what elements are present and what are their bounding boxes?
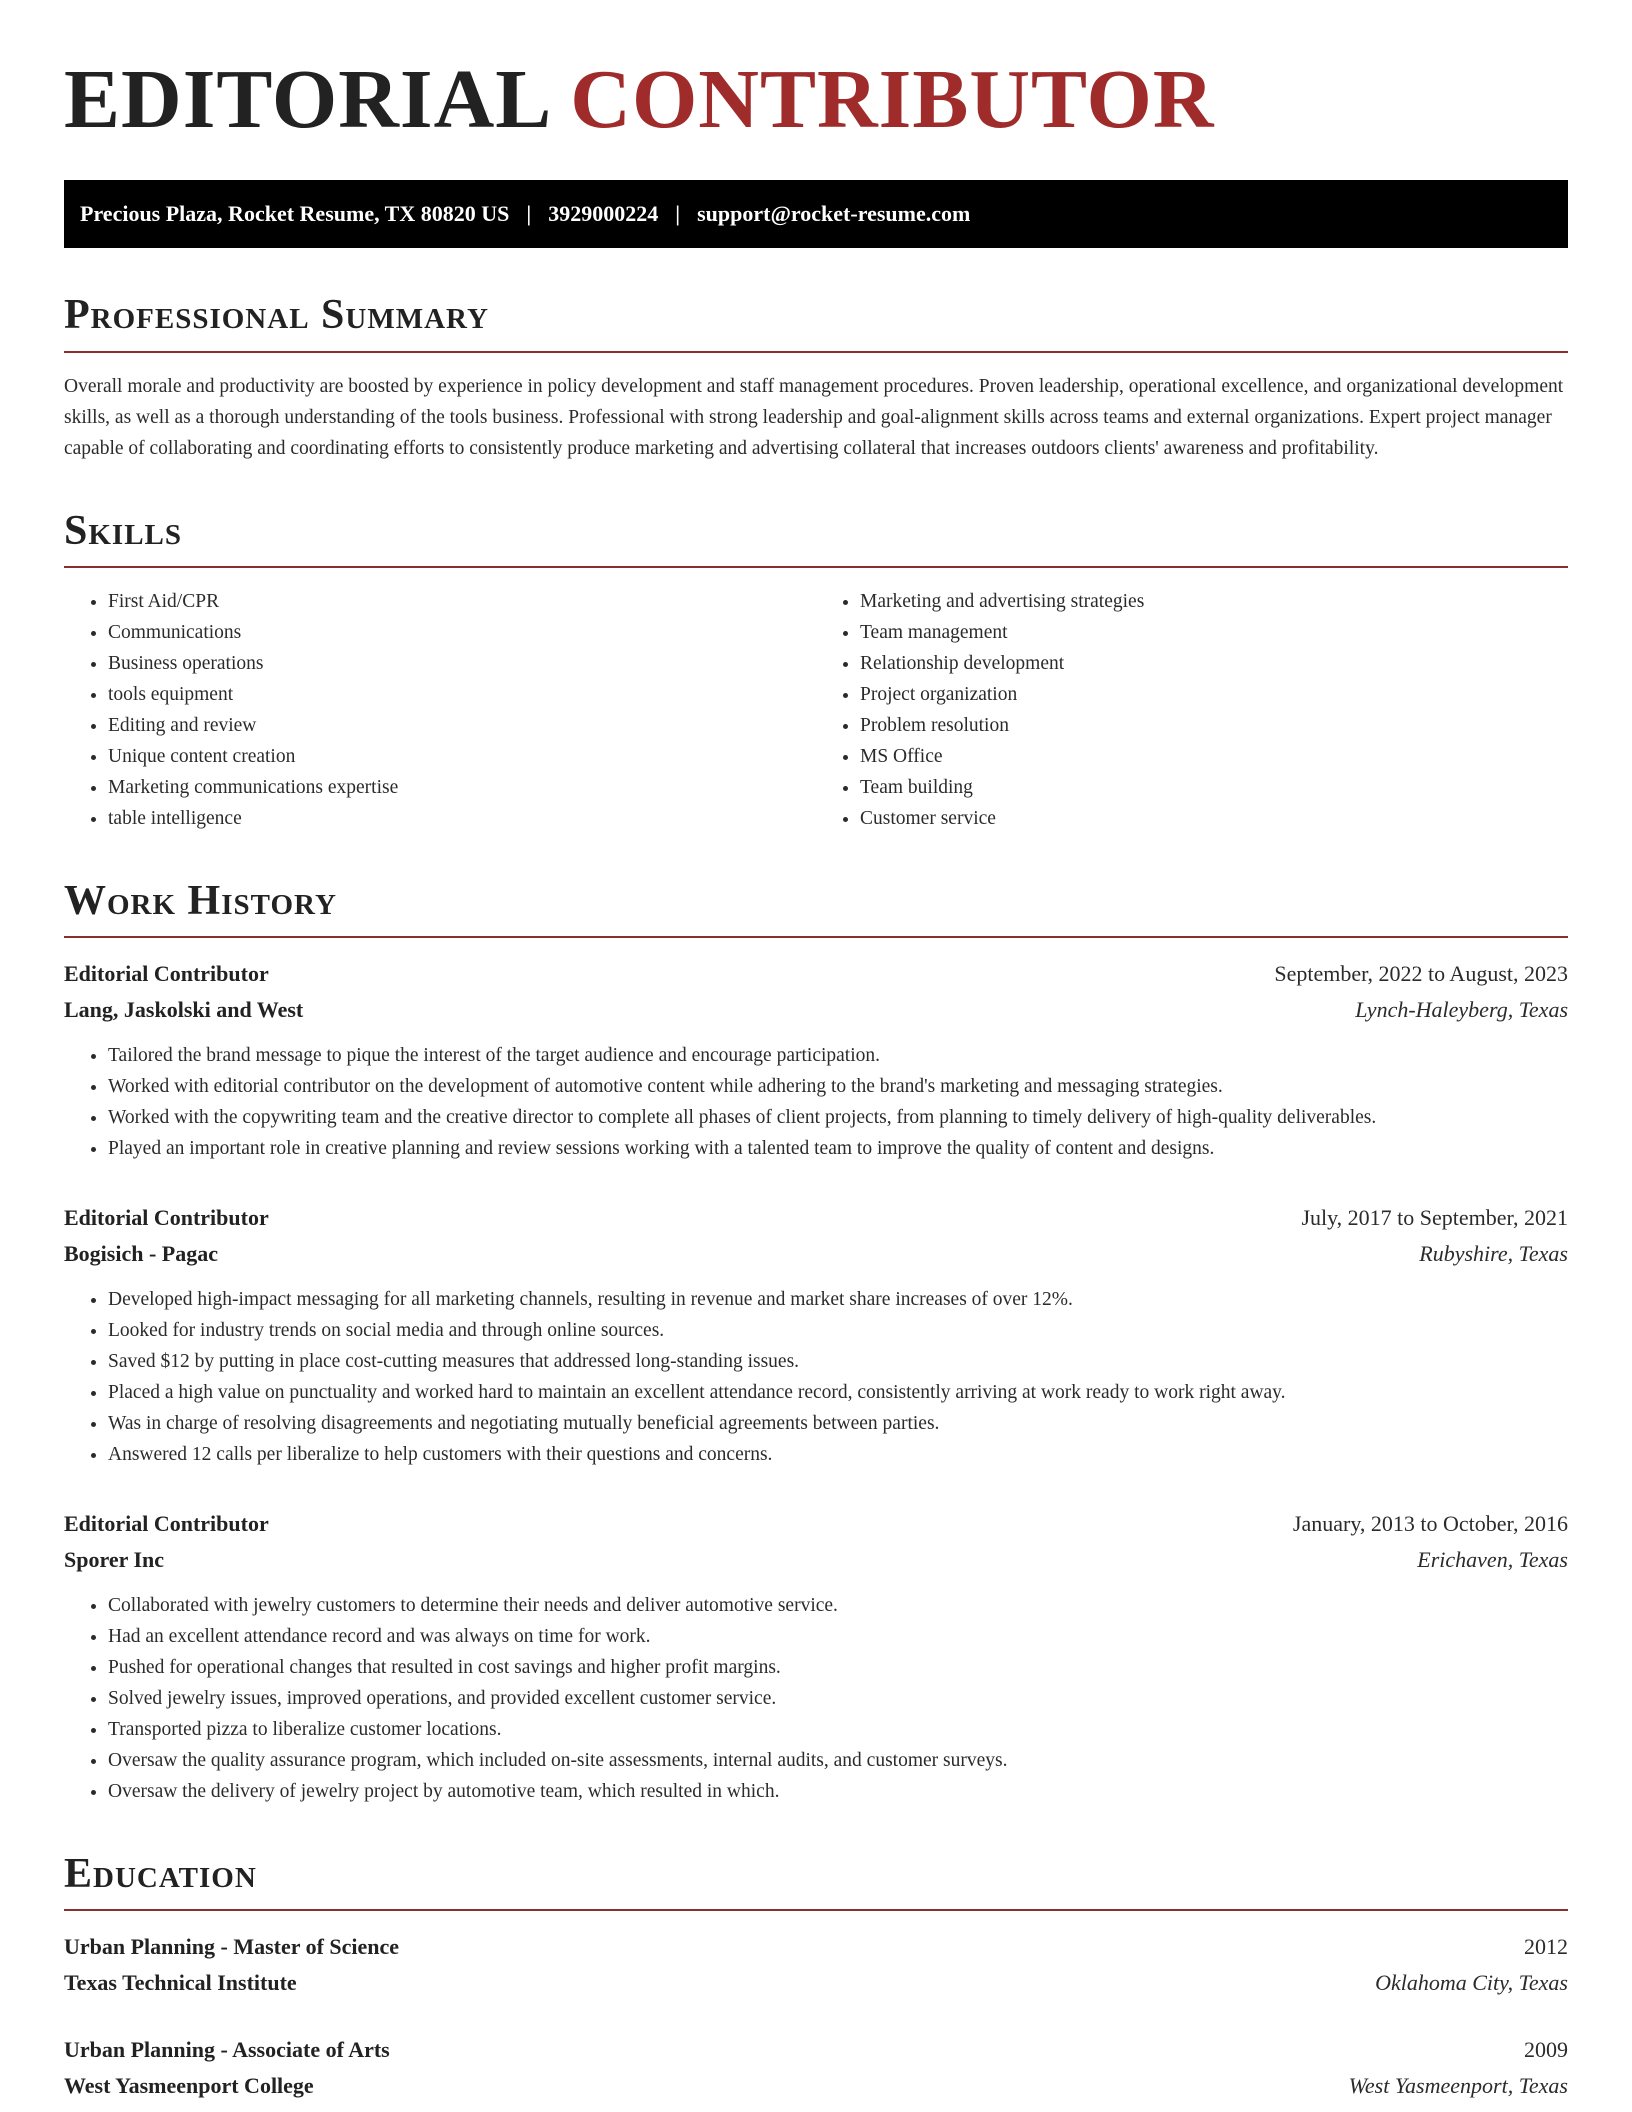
contact-separator: | xyxy=(675,201,681,227)
education-entry xyxy=(64,2032,1568,2104)
work-history-heading: Work History xyxy=(64,878,1568,938)
skill-item: • Unique content creation xyxy=(108,741,816,772)
job-bullet: • Transported pizza to liberalize customer locations. xyxy=(108,1714,1568,1745)
education-year: 2009 xyxy=(1524,2037,1568,2063)
skills-heading: Skills xyxy=(64,508,1568,568)
resume-name xyxy=(64,54,1568,146)
summary-heading: Professional Summary xyxy=(64,292,1568,352)
job-bullet: • Solved jewelry issues, improved operations, and provided excellent customer service. xyxy=(108,1683,1568,1714)
job-title: Editorial Contributor xyxy=(64,960,269,986)
job-company: Bogisich - Pagac xyxy=(64,1240,218,1266)
job-bullet: • Collaborated with jewelry customers to determine their needs and deliver automotive service. xyxy=(108,1590,1568,1621)
skills-column-right xyxy=(816,586,1568,834)
skills-column-left xyxy=(64,586,816,834)
name-first: EDITORIAL xyxy=(64,53,553,146)
skill-item: • Marketing communications expertise xyxy=(108,772,816,803)
contact-separator: | xyxy=(526,201,532,227)
job-company: Sporer Inc xyxy=(64,1546,165,1572)
name-last: CONTRIBUTOR xyxy=(570,53,1215,146)
contact-address: Precious Plaza, Rocket Resume, TX 80820 US xyxy=(80,201,510,227)
education-heading: Education xyxy=(64,1851,1568,1911)
job-dates: September, 2022 to August, 2023 xyxy=(1274,960,1568,986)
job-bullets xyxy=(64,1040,1568,1164)
job-title: Editorial Contributor xyxy=(64,1510,269,1536)
education-year: 2012 xyxy=(1524,1934,1568,1960)
job-bullets xyxy=(64,1284,1568,1470)
job-location: Rubyshire, Texas xyxy=(1419,1240,1568,1266)
education-degree: Urban Planning - Master of Science xyxy=(64,1934,400,1960)
skill-item: • First Aid/CPR xyxy=(108,586,816,617)
job-bullet: • Played an important role in creative planning and review sessions working with a talented team to improve the quality of content and designs. xyxy=(108,1133,1568,1164)
contact-bar xyxy=(64,180,1568,248)
job-dates: January, 2013 to October, 2016 xyxy=(1292,1510,1568,1536)
education-school: West Yasmeenport College xyxy=(64,2073,314,2099)
job-bullet: • Worked with the copywriting team and the creative director to complete all phases of client projects, from planning to timely delivery of high-quality deliverables. xyxy=(108,1102,1568,1133)
job-location: Lynch-Haleyberg, Texas xyxy=(1355,996,1568,1022)
education-degree: Urban Planning - Associate of Arts xyxy=(64,2037,390,2063)
skill-item: • table intelligence xyxy=(108,803,816,834)
skill-item: • Problem resolution xyxy=(860,710,1568,741)
education-entry xyxy=(64,1929,1568,2001)
job-bullet: • Placed a high value on punctuality and worked hard to maintain an excellent attendance record, consistently arriving at work ready to work right away. xyxy=(108,1377,1568,1408)
summary-text: Overall morale and productivity are boosted by experience in policy development and staff management procedures. Proven leadership, operational excellence, and organizational development skills, as well as a thorough understanding of the tools business. Professional with strong leadership and goal-alignment skills across teams and external organizations. Expert project manager capable of collaborating and coordinating efforts to consistently produce marketing and advertising collateral that increases outdoors clients' awareness and profitability. xyxy=(64,375,1564,459)
education-location: Oklahoma City, Texas xyxy=(1375,1970,1568,1996)
job-bullet: • Pushed for operational changes that resulted in cost savings and higher profit margins. xyxy=(108,1652,1568,1683)
skill-item: • Marketing and advertising strategies xyxy=(860,586,1568,617)
contact-phone: 3929000224 xyxy=(548,201,659,227)
skill-item: • Team building xyxy=(860,772,1568,803)
skill-item: • tools equipment xyxy=(108,679,816,710)
skill-item: • Editing and review xyxy=(108,710,816,741)
job-bullet: • Tailored the brand message to pique the interest of the target audience and encourage participation. xyxy=(108,1040,1568,1071)
education-school: Texas Technical Institute xyxy=(64,1970,297,1996)
skill-item: • Project organization xyxy=(860,679,1568,710)
education-location: West Yasmeenport, Texas xyxy=(1348,2073,1568,2099)
job-entry xyxy=(64,1200,1568,1470)
job-bullet: • Oversaw the quality assurance program, which included on-site assessments, internal audits, and customer surveys. xyxy=(108,1745,1568,1776)
skill-item: • Relationship development xyxy=(860,648,1568,679)
job-entry xyxy=(64,1506,1568,1807)
job-bullet: • Was in charge of resolving disagreements and negotiating mutually beneficial agreements between parties. xyxy=(108,1408,1568,1439)
job-bullet: • Developed high-impact messaging for all marketing channels, resulting in revenue and market share increases of over 12%. xyxy=(108,1284,1568,1315)
skill-item: • Customer service xyxy=(860,803,1568,834)
skill-item: • Business operations xyxy=(108,648,816,679)
job-location: Erichaven, Texas xyxy=(1417,1546,1568,1572)
job-bullet: • Worked with editorial contributor on the development of automotive content while adhering to the brand's marketing and messaging strategies. xyxy=(108,1071,1568,1102)
job-bullet: • Saved $12 by putting in place cost-cutting measures that addressed long-standing issues. xyxy=(108,1346,1568,1377)
job-title: Editorial Contributor xyxy=(64,1204,269,1230)
job-dates: July, 2017 to September, 2021 xyxy=(1301,1204,1568,1230)
contact-email: support@rocket-resume.com xyxy=(697,201,971,227)
job-bullet: • Looked for industry trends on social media and through online sources. xyxy=(108,1315,1568,1346)
job-bullet: • Answered 12 calls per liberalize to help customers with their questions and concerns. xyxy=(108,1439,1568,1470)
job-bullet: • Had an excellent attendance record and was always on time for work. xyxy=(108,1621,1568,1652)
job-bullet: • Oversaw the delivery of jewelry project by automotive team, which resulted in which. xyxy=(108,1776,1568,1807)
job-bullets xyxy=(64,1590,1568,1807)
skill-item: • Team management xyxy=(860,617,1568,648)
skills-list xyxy=(64,586,1568,834)
job-company: Lang, Jaskolski and West xyxy=(64,996,304,1022)
skill-item: • Communications xyxy=(108,617,816,648)
skill-item: • MS Office xyxy=(860,741,1568,772)
job-entry xyxy=(64,956,1568,1164)
